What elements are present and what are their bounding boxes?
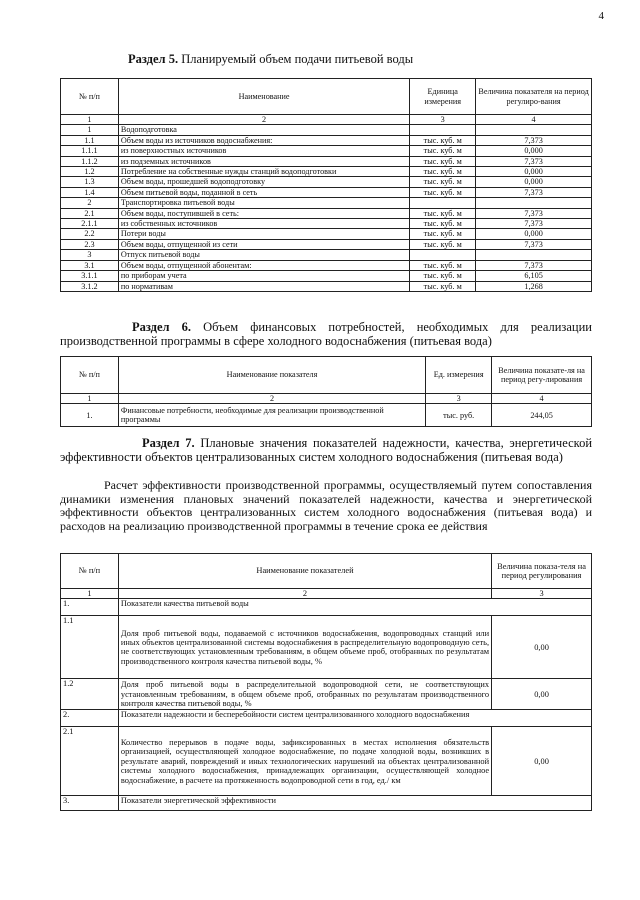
- index-cell: 1: [61, 394, 119, 404]
- header-cell: № п/п: [61, 554, 119, 589]
- row-unit: тыс. куб. м: [410, 271, 476, 281]
- header-cell: № п/п: [61, 79, 119, 115]
- row-number: 3: [61, 250, 119, 260]
- header-cell: Ед. измерения: [426, 357, 492, 394]
- row-unit: тыс. куб. м: [410, 135, 476, 145]
- row-unit: тыс. куб. м: [410, 146, 476, 156]
- row-name: Объем воды, поступившей в сеть:: [118, 208, 409, 218]
- index-cell: 2: [118, 115, 409, 125]
- row-unit: [410, 250, 476, 260]
- section7-title: Раздел 7. Плановые значения показателей надежности, качества, энергетической эффективности объектов централизованных систем холодного водоснабжения (питьевая вода): [60, 436, 593, 464]
- row-name: Показатели надежности и бесперебойности систем централизованного холодного водоснабжения: [118, 710, 591, 727]
- row-name: Показатели энергетической эффективности: [118, 796, 591, 811]
- row-name: Объем питьевой воды, поданной в сеть: [118, 187, 409, 197]
- header-cell: Единица измерения: [410, 79, 476, 115]
- table-row: [61, 796, 592, 811]
- row-value: 7,373: [476, 239, 592, 249]
- row-value: 7,373: [476, 260, 592, 270]
- table-index-row: [61, 115, 592, 125]
- table-row: [61, 219, 592, 229]
- row-name: Отпуск питьевой воды: [118, 250, 409, 260]
- row-value: 7,373: [476, 208, 592, 218]
- index-cell: 1: [61, 589, 119, 599]
- index-cell: 2: [118, 589, 491, 599]
- table-row: [61, 599, 592, 616]
- row-unit: тыс. куб. м: [410, 167, 476, 177]
- page-number: 4: [598, 10, 604, 22]
- row-number: 3.: [61, 796, 119, 811]
- row-name: Количество перерывов в подаче воды, зафиксированных в местах исполнения обязательств организацией, осуществляющей холодное водоснабжение, по подаче холодной воды, возникших в результате аварий, повреждений и иных технологических нарушений на объектах централизованной системы холодного водоснабжения, принадлежащих организации, осуществляющей холодное водоснабжение, в расчете на протяженность водопроводной сети в год, ед./ км: [118, 727, 491, 796]
- row-value: 7,373: [476, 219, 592, 229]
- row-unit: тыс. куб. м: [410, 208, 476, 218]
- row-number: 1.1.2: [61, 156, 119, 166]
- row-name: Транспортировка питьевой воды: [118, 198, 409, 208]
- row-unit: [410, 198, 476, 208]
- row-number: 2.2: [61, 229, 119, 239]
- index-cell: 2: [118, 394, 425, 404]
- row-value: 0,000: [476, 167, 592, 177]
- row-name: из подземных источников: [118, 156, 409, 166]
- row-value: 7,373: [476, 135, 592, 145]
- table-row: [61, 679, 592, 710]
- table-row: [61, 239, 592, 249]
- row-name: Доля проб питьевой воды, подаваемой с источников водоснабжения, водопроводных станций или иных объектов централизованной системы водоснабжения в распределительную водопроводную сеть, не соответствующих установленным требованиям, в общем объеме проб, отобранных по результатам производственного контроля качества питьевой воды, %: [118, 616, 491, 679]
- row-unit: тыс. куб. м: [410, 177, 476, 187]
- row-value: 0,000: [476, 177, 592, 187]
- header-cell: № п/п: [61, 357, 119, 394]
- row-value: 0,00: [492, 679, 592, 710]
- row-unit: тыс. куб. м: [410, 281, 476, 291]
- table-row: [61, 208, 592, 218]
- row-value: 1,268: [476, 281, 592, 291]
- row-value: [476, 250, 592, 260]
- header-cell: Величина показателя на период регулиро-вания: [476, 79, 592, 115]
- row-number: 1.1: [61, 135, 119, 145]
- row-value: 0,00: [492, 727, 592, 796]
- row-unit: тыс. куб. м: [410, 187, 476, 197]
- row-value: 0,000: [476, 229, 592, 239]
- table-row: [61, 260, 592, 270]
- section5-title: Раздел 5. Планируемый объем подачи питьевой воды: [128, 52, 414, 66]
- row-number: 3.1.1: [61, 271, 119, 281]
- section6-title: Раздел 6. Объем финансовых потребностей, необходимых для реализации производственной программы в сфере холодного водоснабжения (питьевая вода): [60, 320, 592, 348]
- index-cell: 4: [492, 394, 592, 404]
- row-value: 0,000: [476, 146, 592, 156]
- row-name: по приборам учета: [118, 271, 409, 281]
- table-row: [61, 616, 592, 679]
- row-number: 2.: [61, 710, 119, 727]
- section7-paragraph: Расчет эффективности производственной программы, осуществляемый путем сопоставления динамики изменения плановых значений показателей надежности, качества и энергетической эффективности объектов централизованных систем холодного водоснабжения (питьевая вода) и расходов на реализацию производственной программы в течение срока ее действия: [60, 478, 592, 533]
- index-cell: 1: [61, 115, 119, 125]
- row-unit: [410, 125, 476, 135]
- row-number: 1.2: [61, 679, 119, 710]
- row-number: 3.1: [61, 260, 119, 270]
- row-number: 2.1.1: [61, 219, 119, 229]
- header-cell: Величина показате-ля на период регу-лирования: [492, 357, 592, 394]
- row-value: 7,373: [476, 187, 592, 197]
- table-header-row: [61, 79, 592, 115]
- row-number: 2.3: [61, 239, 119, 249]
- index-cell: 3: [426, 394, 492, 404]
- row-name: из поверхностных источников: [118, 146, 409, 156]
- table-row: [61, 281, 592, 291]
- row-unit: тыс. куб. м: [410, 239, 476, 249]
- table-row: [61, 198, 592, 208]
- table-row: [61, 187, 592, 197]
- table-row: [61, 135, 592, 145]
- index-cell: 3: [410, 115, 476, 125]
- row-name: Финансовые потребности, необходимые для реализации производственной программы: [118, 404, 425, 427]
- table-header-row: [61, 357, 592, 394]
- row-number: 1: [61, 125, 119, 135]
- row-number: 2: [61, 198, 119, 208]
- row-number: 1.: [61, 404, 119, 427]
- row-name: Показатели качества питьевой воды: [118, 599, 591, 616]
- row-number: 1.4: [61, 187, 119, 197]
- row-value: 6,105: [476, 271, 592, 281]
- table-row: [61, 177, 592, 187]
- table-row: [61, 146, 592, 156]
- row-number: 3.1.2: [61, 281, 119, 291]
- row-name: Объем воды, прошедшей водоподготовку: [118, 177, 409, 187]
- row-number: 1.2: [61, 167, 119, 177]
- section7-table: [60, 553, 592, 811]
- table-row: [61, 727, 592, 796]
- table-row: [61, 250, 592, 260]
- table-row: [61, 156, 592, 166]
- row-number: 1.1.1: [61, 146, 119, 156]
- row-name: Объем воды из источников водоснабжения:: [118, 135, 409, 145]
- row-value: [476, 125, 592, 135]
- table-row: [61, 125, 592, 135]
- row-number: 1.1: [61, 616, 119, 679]
- row-unit: тыс. куб. м: [410, 260, 476, 270]
- table-header-row: [61, 554, 592, 589]
- header-cell: Наименование показателя: [118, 357, 425, 394]
- row-value: [476, 198, 592, 208]
- row-unit: тыс. куб. м: [410, 219, 476, 229]
- row-value: 7,373: [476, 156, 592, 166]
- row-name: Потери воды: [118, 229, 409, 239]
- section6-table: [60, 356, 592, 427]
- row-name: из собственных источников: [118, 219, 409, 229]
- table-index-row: [61, 589, 592, 599]
- row-number: 1.: [61, 599, 119, 616]
- row-number: 2.1: [61, 208, 119, 218]
- row-name: по нормативам: [118, 281, 409, 291]
- row-unit: тыс. руб.: [426, 404, 492, 427]
- row-unit: тыс. куб. м: [410, 229, 476, 239]
- row-number: 2.1: [61, 727, 119, 796]
- header-cell: Наименование показателей: [118, 554, 491, 589]
- table-row: [61, 167, 592, 177]
- table-row: [61, 404, 592, 427]
- section5-table: [60, 78, 592, 292]
- table-row: [61, 710, 592, 727]
- index-cell: 4: [476, 115, 592, 125]
- row-name: Объем воды, отпущенной из сети: [118, 239, 409, 249]
- index-cell: 3: [492, 589, 592, 599]
- header-cell: Величина показа-теля на период регулирования: [492, 554, 592, 589]
- row-name: Водоподготовка: [118, 125, 409, 135]
- row-number: 1.3: [61, 177, 119, 187]
- row-name: Потребление на собственные нужды станций водоподготовки: [118, 167, 409, 177]
- table-row: [61, 271, 592, 281]
- row-value: 0,00: [492, 616, 592, 679]
- table-row: [61, 229, 592, 239]
- row-name: Доля проб питьевой воды в распределительной водопроводной сети, не соответствующих установленным требованиям, в общем объеме проб, отобранных по результатам производственного контроля качества питьевой воды, %: [118, 679, 491, 710]
- row-unit: тыс. куб. м: [410, 156, 476, 166]
- table-index-row: [61, 394, 592, 404]
- header-cell: Наименование: [118, 79, 409, 115]
- row-value: 244,05: [492, 404, 592, 427]
- row-name: Объем воды, отпущенной абонентам:: [118, 260, 409, 270]
